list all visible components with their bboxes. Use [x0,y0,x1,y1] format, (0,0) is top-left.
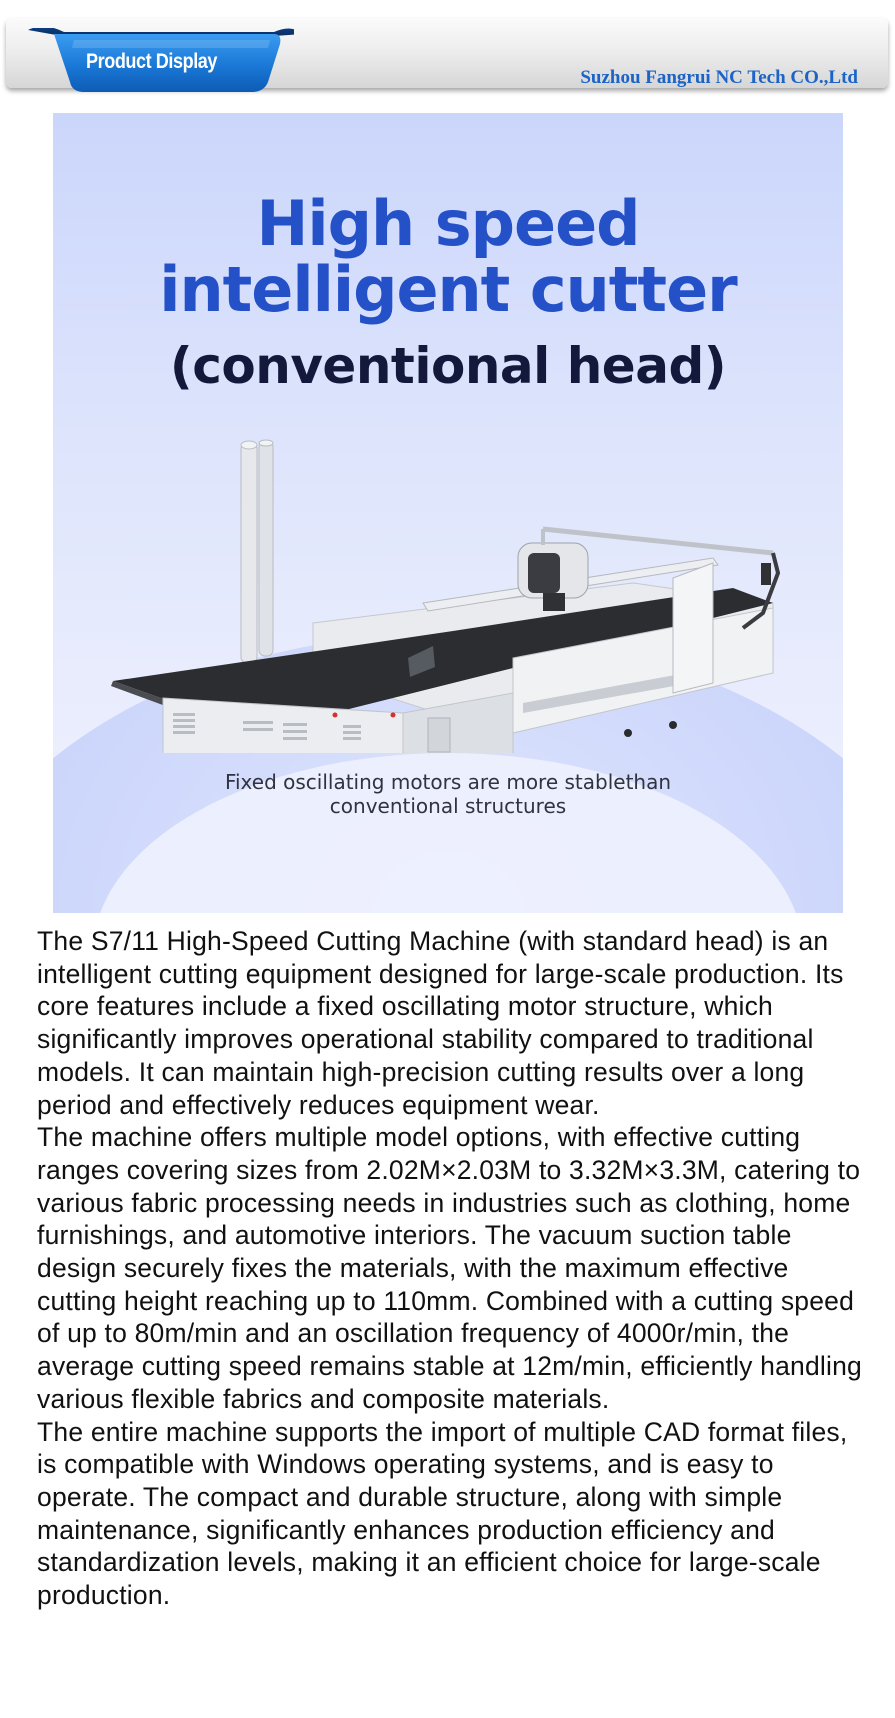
description-paragraph-3: The entire machine supports the import of multiple CAD format files, is compatible with Windows operating systems, and is easy to operate. The compact and durable structure, along with simple maintenance, significantly enhances production efficiency and standardization levels, making it an efficient choice for large-scale production. [37,1416,848,1611]
hero-caption-line2: conventional structures [329,794,567,818]
fabric-roll-tubes [241,440,273,663]
product-display-tab[interactable] [24,28,294,96]
tab-label: Product Display [86,50,218,73]
product-hero-image [53,113,843,913]
header-bar [6,18,888,88]
cutting-machine-illustration [73,413,823,753]
description-paragraph-1: The S7/11 High-Speed Cutting Machine (with standard head) is an intelligent cutting equipment designed for large-scale production. Its core features include a fixed oscillating motor structure, which significantly improves operational stability compared to traditional models. It can maintain high-precision cutting results over a long period and effectively reduces equipment wear. [37,926,844,1120]
hero-title-line1: High speed [256,187,640,260]
product-description [37,925,867,1612]
company-name: Suzhou Fangrui NC Tech CO.,Ltd [580,67,858,88]
description-paragraph-2: The machine offers multiple model options, with effective cutting ranges covering sizes from 2.02M×2.03M to 3.32M×3.3M, catering to various fabric processing needs in industries such as clothing, home furnishings, and automotive interiors. The vacuum suction table design securely fixes the materials, with the maximum effective cutting height reaching up to 110mm. Combined with a cutting speed of up to 80m/min and an oscillation frequency of 4000r/min, the average cutting speed remains stable at 12m/min, efficiently handling various flexible fabrics and composite materials. [37,1122,862,1414]
hero-title-line2: intelligent cutter [159,253,737,326]
hero-caption-line1: Fixed oscillating motors are more stablethan [224,770,672,794]
hero-subtitle: (conventional head) [169,337,727,395]
